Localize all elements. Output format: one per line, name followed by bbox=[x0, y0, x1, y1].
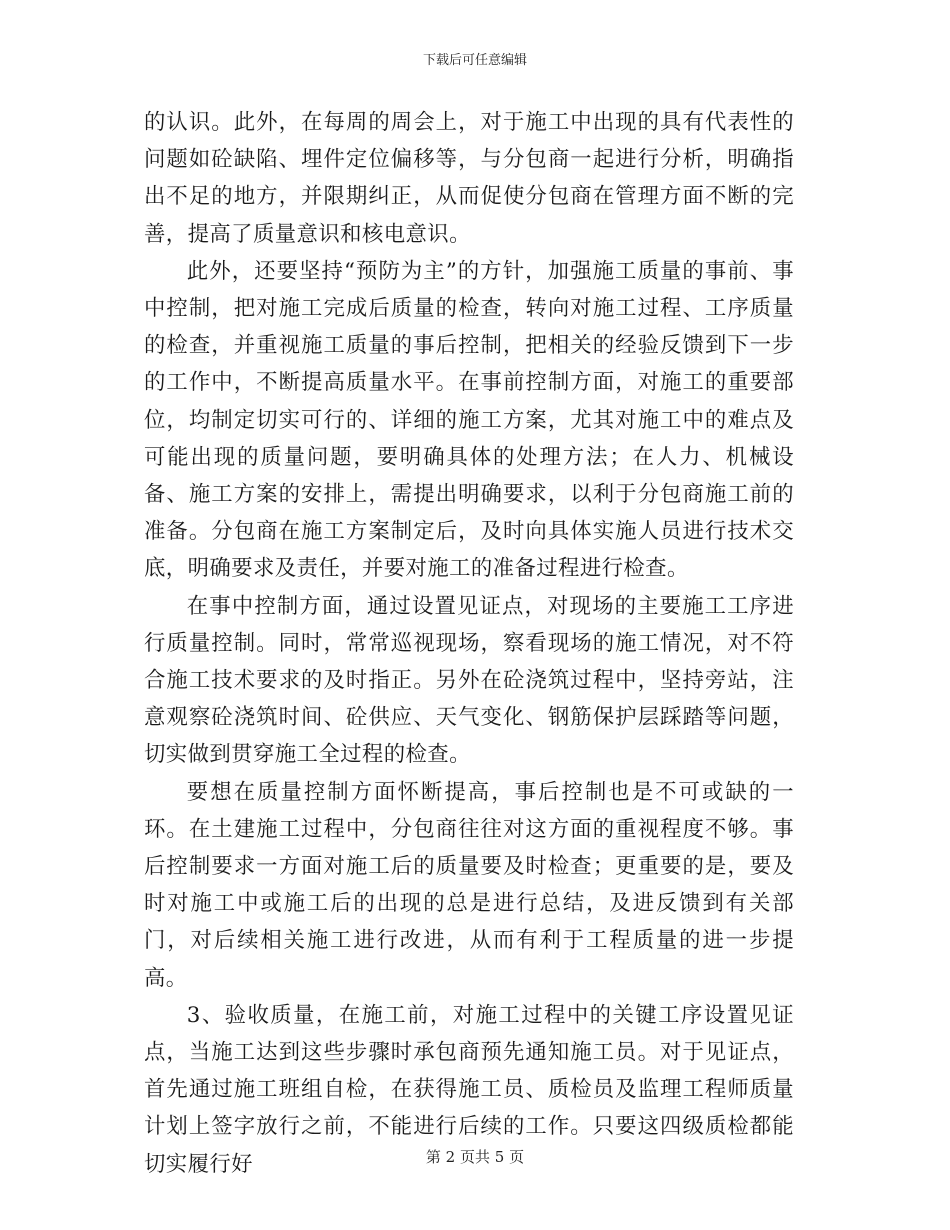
paragraph-1: 的认识。此外，在每周的周会上，对于施工中出现的具有代表性的问题如砼缺陷、埋件定位偏移等，与分包商一起进行分析，明确指出不足的地方，并限期纠正，从而促使分包商在管理方面不断的完善，提高了质量意识和核电意识。 bbox=[144, 110, 794, 247]
paragraph-2: 此外，还要坚持“预防为主”的方针，加强施工质量的事前、事中控制，把对施工完成后质量的检查，转向对施工过程、工序质量的检查，并重视施工质量的事后控制，把相关的经验反馈到下一步的工作中，不断提高质量水平。在事前控制方面，对施工的重要部位，均制定切实可行的、详细的施工方案，尤其对施工中的难点及可能出现的质量问题，要明确具体的处理方法；在人力、机械设备、施工方案的安排上，需提出明确要求，以利于分包商施工前的准备。分包商在施工方案制定后，及时向具体实施人员进行技术交底，明确要求及责任，并要对施工的准备过程进行检查。 bbox=[144, 258, 794, 582]
page-footer: 第 2 页共 5 页 bbox=[425, 1148, 525, 1166]
paragraph-4: 要想在质量控制方面怀断提高，事后控制也是不可或缺的一环。在土建施工过程中，分包商往往对这方面的重视程度不够。事后控制要求一方面对施工后的质量要及时检查；更重要的是，要及时对施工中或施工后的出现的总是进行总结，及进反馈到有关部门，对后续相关施工进行改进，从而有利于工程质量的进一步提高。 bbox=[144, 779, 794, 991]
paragraph-3: 在事中控制方面，通过设置见证点，对现场的主要施工工序进行质量控制。同时，常常巡视现场，察看现场的施工情况，对不符合施工技术要求的及时指正。另外在砼浇筑过程中，坚持旁站，注意观察砼浇筑时间、砼供应、天气变化、钢筋保护层踩踏等问题，切实做到贯穿施工全过程的检查。 bbox=[144, 593, 794, 768]
paragraph-5: 3、验收质量，在施工前，对施工过程中的关键工序设置见证点，当施工达到这些步骤时承包商预先通知施工员。对于见证点，首先通过施工班组自检，在获得施工员、质检员及监理工程师质量计划上签字放行之前，不能进行后续的工作。只要这四级质检都能切实履行好 bbox=[144, 1002, 794, 1177]
page-header: 下载后可任意编辑 bbox=[422, 53, 527, 68]
document-body bbox=[144, 104, 794, 1183]
